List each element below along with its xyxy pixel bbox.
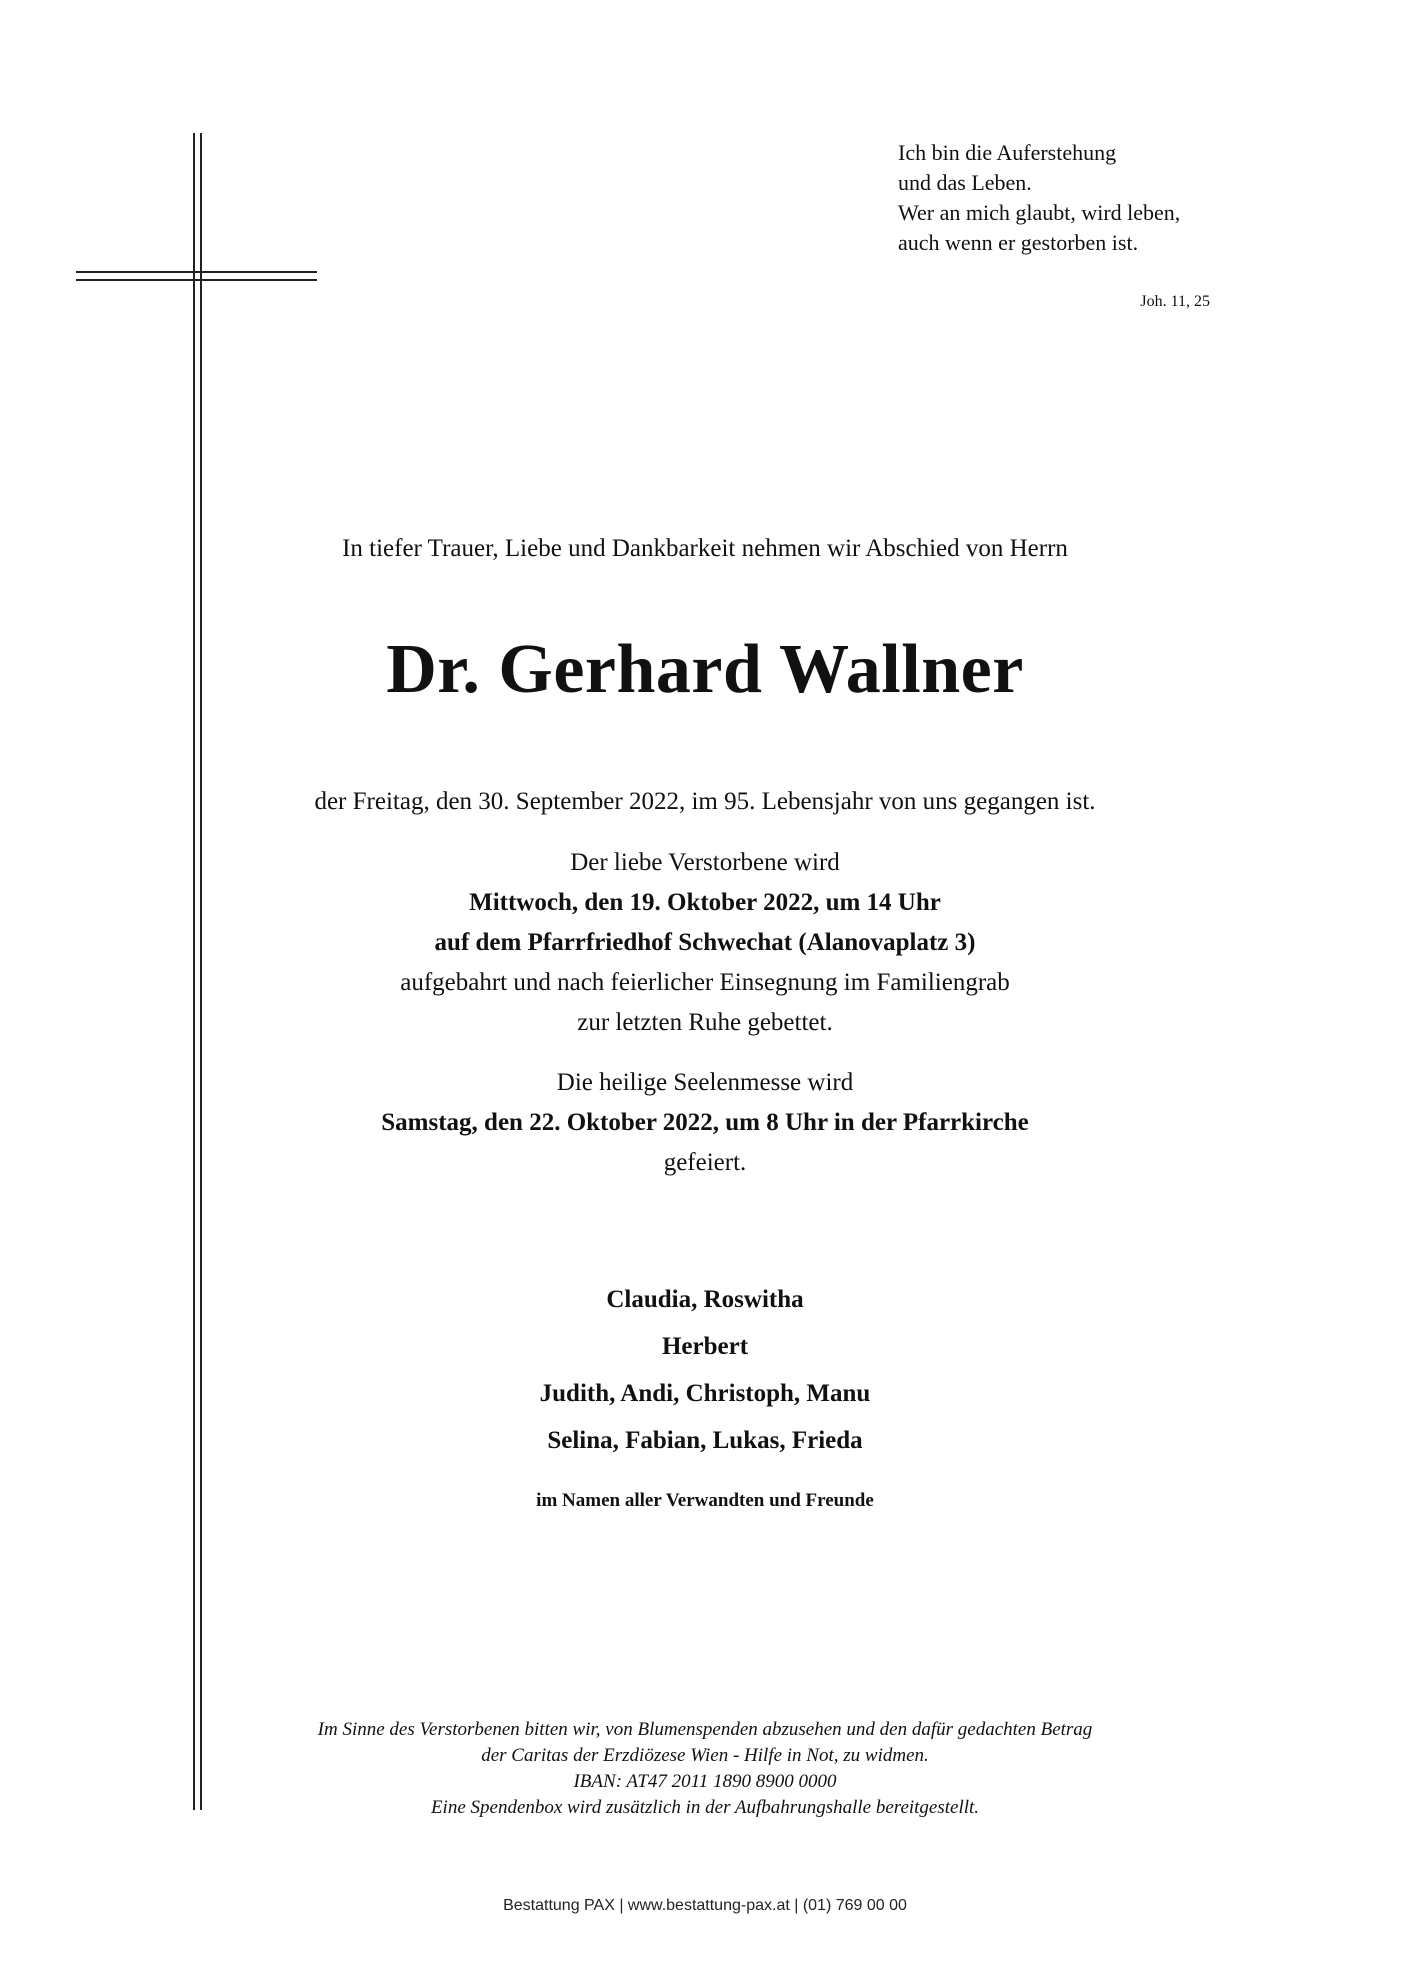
verse-line: und das Leben. <box>898 170 1032 195</box>
verse-line: Ich bin die Auferstehung <box>898 140 1117 165</box>
verse-line: auch wenn er gestorben ist. <box>898 230 1139 255</box>
deceased-name: Dr. Gerhard Wallner <box>386 631 1024 708</box>
donation-line: der Caritas der Erzdiözese Wien - Hilfe in Not, zu widmen. <box>481 1745 929 1766</box>
funeral-place: auf dem Pfarrfriedhof Schwechat (Alanovaplatz 3) <box>434 929 976 956</box>
donation-notice <box>220 1717 1190 1821</box>
family-line: Selina, Fabian, Lukas, Frieda <box>547 1427 863 1454</box>
bible-verse <box>898 138 1228 258</box>
footer-contact: Bestattung PAX | www.bestattung-pax.at | (01) 769 00 00 <box>503 1897 907 1914</box>
mass-announcement <box>220 1063 1190 1183</box>
intro-text: In tiefer Trauer, Liebe und Dankbarkeit nehmen wir Abschied von Herrn <box>342 535 1068 562</box>
donation-line: Eine Spendenbox wird zusätzlich in der Aufbahrungshalle bereitgestellt. <box>430 1797 980 1818</box>
cross-horizontal-line-bottom <box>76 279 317 281</box>
donation-line: IBAN: AT47 2011 1890 8900 0000 <box>573 1771 837 1792</box>
family-line: Judith, Andi, Christoph, Manu <box>539 1380 871 1407</box>
cross-vertical-line-right <box>200 133 202 1810</box>
funeral-announcement <box>220 843 1190 1043</box>
family-list <box>220 1276 1190 1464</box>
relatives-text: im Namen aller Verwandten und Freunde <box>536 1490 874 1511</box>
family-line: Claudia, Roswitha <box>606 1286 804 1313</box>
family-line: Herbert <box>661 1333 749 1360</box>
mass-date: Samstag, den 22. Oktober 2022, um 8 Uhr in der Pfarrkirche <box>381 1109 1029 1136</box>
verse-reference: Joh. 11, 25 <box>1140 293 1210 310</box>
funeral-line: zur letzten Ruhe gebettet. <box>577 1009 833 1036</box>
funeral-line: Der liebe Verstorbene wird <box>570 849 840 876</box>
mass-line: gefeiert. <box>663 1149 747 1176</box>
funeral-date: Mittwoch, den 19. Oktober 2022, um 14 Uhr <box>469 889 941 916</box>
verse-line: Wer an mich glaubt, wird leben, <box>898 200 1181 225</box>
mass-line: Die heilige Seelenmesse wird <box>556 1069 854 1096</box>
cross-horizontal-line-top <box>76 271 317 273</box>
passing-text: der Freitag, den 30. September 2022, im 95. Lebensjahr von uns gegangen ist. <box>314 788 1096 815</box>
funeral-line: aufgebahrt und nach feierlicher Einsegnung im Familiengrab <box>400 969 1010 996</box>
cross-vertical-line-left <box>193 133 195 1810</box>
donation-line: Im Sinne des Verstorbenen bitten wir, von Blumenspenden abzusehen und den dafür gedachten Betrag <box>317 1719 1093 1740</box>
